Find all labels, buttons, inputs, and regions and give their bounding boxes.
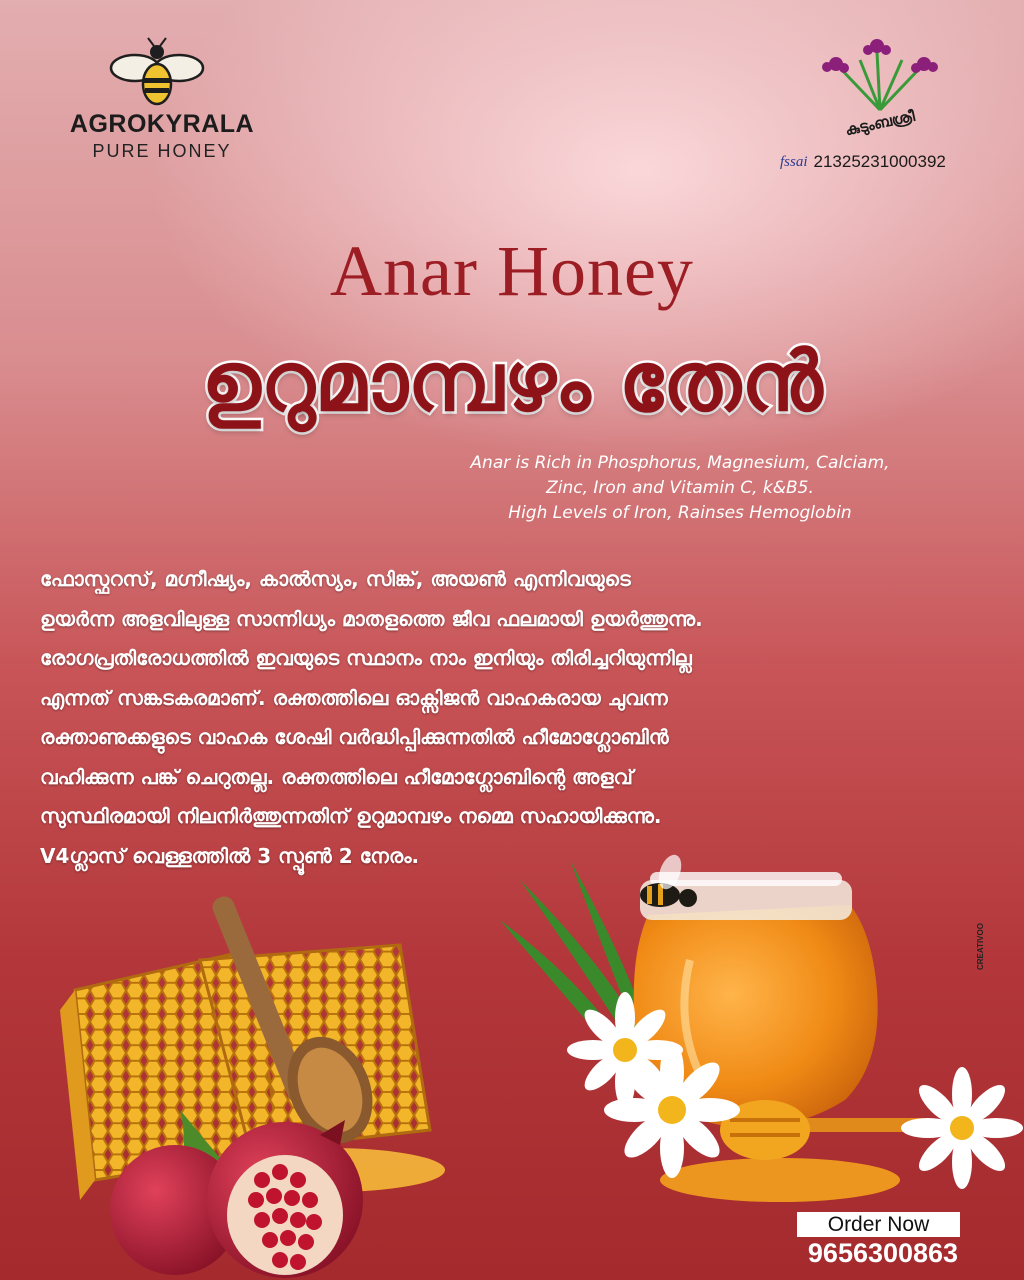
order-phone-number[interactable]: 9656300863 [807,1238,959,1268]
description-line: എന്നത് സങ്കടകരമാണ്. രക്തത്തിലെ ഓക്സിജൻ വാഹകരായ ചുവന്ന [40,685,668,710]
facts-line: Zinc, Iron and Vitamin C, k&B5. [546,478,814,498]
designer-credit: CREATIVOO [976,923,985,970]
brand-logo [52,38,272,162]
description-line: രക്താണുക്കളുടെ വാഹക ശേഷി വർദ്ധിപ്പിക്കുന്നതിൽ ഹീമോഗ്ലോബിൻ [40,725,669,749]
description-line: വഹിക്കുന്ന പങ്ക് ചെറുതല്ല. രക്തത്തിലെ ഹീമോഗ്ലോബിന്റെ അളവ് [40,764,633,789]
honey-puddle-right [660,1158,900,1202]
description-line: ഉയർന്ന അളവിലുള്ള സാന്നിധ്യം മാതളത്തെ ജീവ ഫലമായി ഉയർത്തുന്നു. [40,606,703,631]
facts-line: Anar is Rich in Phosphorus, Magnesium, Calciam, [470,453,890,473]
fssai-license [780,152,946,172]
product-title-english: Anar Honey [330,231,694,311]
brand-name: AGROKYRALA [69,110,255,138]
facts-line: High Levels of Iron, Rainses Hemoglobin [508,503,852,523]
description-malayalam [40,560,990,876]
kudumbashree-logo [800,30,980,140]
fssai-license-number: 21325231000392 [813,152,946,171]
fssai-logo-icon: fssai [780,153,808,170]
order-now-button[interactable]: Order Now [797,1212,960,1237]
brand-tagline: PURE HONEY [92,141,232,161]
description-line: സുസ്ഥിരമായി നിലനിർത്തുന്നതിന് ഉറുമാമ്പഴം നമ്മെ സഹായിക്കുന്നു. [40,804,662,828]
description-line: V4ഗ്ലാസ് വെള്ളത്തിൽ 3 സ്പൂൺ 2 നേരം. [40,843,420,868]
description-line: രോഗപ്രതിരോധത്തിൽ ഇവയുടെ സ്ഥാനം നാം ഇനിയും തിരിച്ചറിയുന്നില്ല [40,646,692,670]
description-line: ഫോസ്ഫറസ്, മഗ്നീഷ്യം, കാൽസ്യം, സിങ്ക്, അയൺ എന്നിവയുടെ [40,567,631,591]
kudumbashree-text: കുടുംബശ്രീ [843,106,917,140]
nutrition-facts [380,451,980,526]
product-title-malayalam: ഉറുമാമ്പഴം തേൻ [201,335,823,430]
